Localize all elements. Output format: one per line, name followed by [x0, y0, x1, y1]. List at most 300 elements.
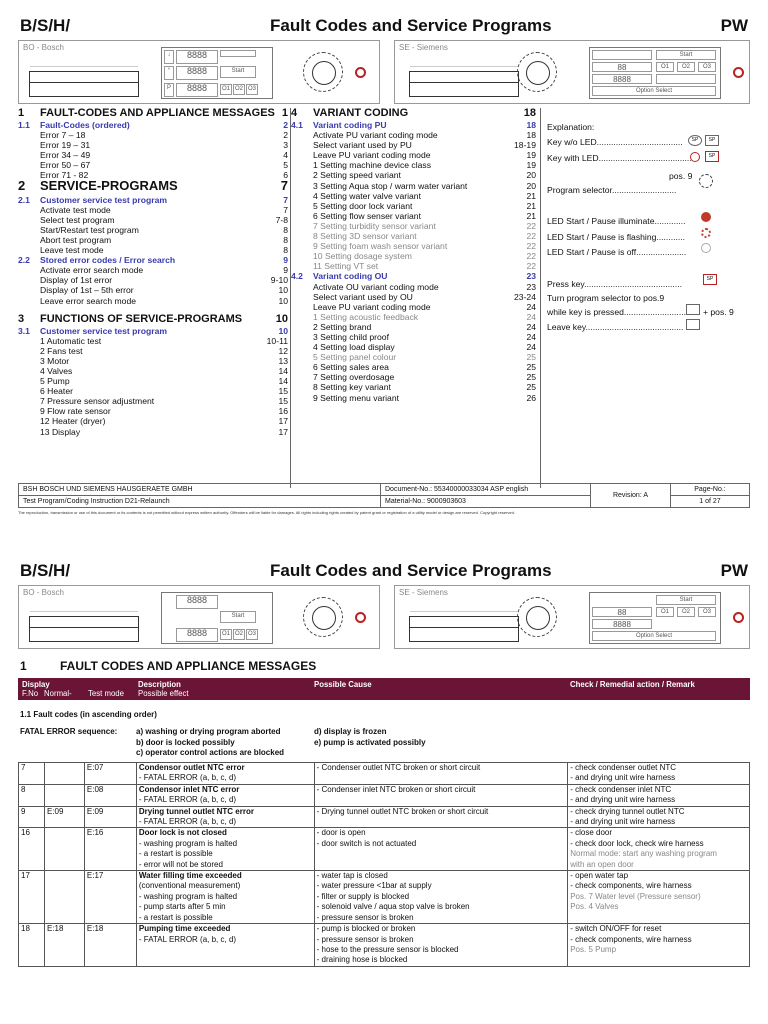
toc-page: 22	[526, 241, 536, 252]
toc-text: 6 Heater	[40, 386, 73, 397]
cell-check	[568, 763, 750, 785]
brand-label: B/S/H/	[20, 16, 71, 35]
toc-page: 6	[283, 170, 288, 181]
cause-line: - pressure sensor is broken	[316, 934, 414, 944]
toc-text: Display of 1st error	[40, 275, 113, 286]
toc-text: FAULT-CODES AND APPLIANCE MESSAGES	[40, 107, 275, 119]
toc-number: 2	[18, 177, 26, 193]
toc-text: 4 Setting load display	[313, 342, 395, 353]
cell-desc	[136, 784, 314, 806]
toc-entry	[18, 120, 290, 130]
bosch-panel-label: BO - Bosch	[23, 588, 64, 597]
toc-text: Display of 1st – 5th error	[40, 285, 134, 296]
fatal-c: c) operator control actions are blocked	[136, 748, 285, 757]
toc-page: 19	[526, 160, 536, 171]
toc-text: SERVICE-PROGRAMS	[40, 177, 178, 193]
desc-line: Condensor outlet NTC error	[138, 763, 245, 772]
table-header-bar	[18, 678, 750, 700]
toc-page: 21	[526, 210, 536, 221]
check-line: - check drying tunnel outlet NTC	[570, 806, 685, 816]
cell-test: E:18	[84, 924, 136, 967]
toc-text: 4 Valves	[40, 365, 73, 376]
siemens-panel	[394, 40, 750, 104]
toc-page: 9	[283, 255, 288, 266]
toc-entry	[18, 346, 290, 356]
toc-number: 4	[291, 107, 298, 119]
product-code: PW	[720, 561, 748, 580]
toc-page: 15	[278, 386, 288, 397]
toc-page: 9	[283, 265, 288, 276]
cell-cause	[314, 871, 568, 924]
toc-text: Fault-Codes (ordered)	[40, 120, 130, 130]
cell-check	[568, 784, 750, 806]
toc-entry	[291, 322, 538, 332]
table-row	[19, 784, 750, 806]
toc-page: 7	[283, 204, 288, 215]
toc-page: 13	[278, 355, 288, 366]
toc-page: 22	[526, 231, 536, 242]
cause-line: - solenoid valve / aqua stop valve is broken	[316, 902, 470, 912]
toc-text: 9 Setting menu variant	[313, 392, 399, 403]
bosch-display-drawing: 8888 Start 8888 O1 O2 O3	[161, 592, 273, 644]
toc-page: 21	[526, 190, 536, 201]
toc-number: 3	[18, 312, 25, 325]
toc-page: 25	[526, 352, 536, 363]
toc-text: Leave PU variant coding mode	[313, 301, 431, 312]
toc-entry	[291, 150, 538, 160]
cell-cause	[314, 828, 568, 871]
cell-fno: 16	[19, 828, 45, 871]
header-effect: Possible effect	[138, 689, 189, 698]
header-fno: F.No	[22, 689, 39, 698]
header-test-mode: Test mode	[88, 689, 124, 698]
cell-fno: 18	[19, 924, 45, 967]
toc-page: 18	[526, 130, 536, 141]
toc-text: 9 Setting foam wash sensor variant	[313, 241, 448, 252]
toc-entry	[18, 108, 290, 120]
cell-cause	[314, 763, 568, 785]
toc-entry	[291, 342, 538, 352]
cell-test: E:07	[84, 763, 136, 785]
cell-test: E:17	[84, 871, 136, 924]
toc-text: 7 Setting overdosage	[313, 372, 395, 383]
toc-entry	[18, 386, 290, 396]
toc-page: 9-10	[270, 275, 288, 286]
toc-entry	[291, 211, 538, 221]
key-with-led-text: Key with LED.......................................	[547, 153, 692, 163]
toc-entry	[291, 191, 538, 201]
detergent-drawer-drawing	[409, 71, 519, 97]
pos9-text: pos. 9	[669, 171, 693, 181]
toc-entry	[18, 427, 290, 437]
check-line: - check condenser inlet NTC	[570, 784, 672, 794]
toc-page: 14	[278, 365, 288, 376]
toc-text: Variant coding OU	[313, 271, 388, 282]
table-row	[19, 806, 750, 828]
toc-page: 20	[526, 180, 536, 191]
cell-normal	[44, 784, 84, 806]
start-led-icon	[355, 612, 366, 623]
desc-line: Pumping time exceeded	[138, 924, 231, 934]
section-number: 1	[20, 659, 27, 673]
toc-entry	[291, 251, 538, 261]
toc-entry	[18, 275, 290, 285]
toc-text: Activate PU variant coding mode	[313, 130, 438, 141]
toc-page: 15	[278, 396, 288, 407]
toc-page: 4	[283, 150, 288, 161]
legal-notice: The reproduction, transmission or use of this document or its contents is not permitted without express written authority. Offenders will be liable for damages. All rights including rights created by patent grant or registration of a utility model or design are reserved. Copyright reserved.	[18, 510, 515, 515]
toc-text: 9 Flow rate sensor	[40, 406, 111, 417]
press-key-text: Press key.........................................	[547, 279, 682, 289]
cause-line: - Drying tunnel outlet NTC broken or short circuit	[316, 806, 489, 816]
toc-entry	[18, 215, 290, 225]
check-line: - and drying unit wire harness	[570, 817, 676, 827]
press-key-icon: SP	[703, 274, 717, 285]
desc-line: - a restart is possible	[138, 849, 213, 859]
desc-line: - error will not be stored	[138, 859, 223, 869]
product-code: PW	[720, 16, 748, 35]
toc-page: 24	[526, 342, 536, 353]
check-line: - check components, wire harness	[570, 881, 692, 891]
toc-text: 1 Setting acoustic feedback	[313, 311, 419, 322]
toc-entry	[291, 362, 538, 372]
toc-entry	[291, 120, 538, 130]
toc-text: Select test program	[40, 214, 115, 225]
toc-entry	[18, 326, 290, 336]
toc-page: 10	[275, 312, 288, 325]
cell-test: E:09	[84, 806, 136, 828]
cell-normal	[44, 828, 84, 871]
check-line: Normal mode: start any washing program	[570, 849, 717, 859]
cause-line: - water tap is closed	[316, 871, 388, 881]
toc-entry	[18, 205, 290, 215]
page-label: Page-No.:	[671, 484, 750, 496]
toc-text: Start/Restart test program	[40, 224, 139, 235]
cause-line: - door switch is not actuated	[316, 838, 417, 848]
toc-column-1	[18, 108, 290, 437]
desc-line: (conventional measurement)	[138, 881, 241, 891]
detergent-drawer-drawing	[29, 616, 139, 642]
company-name: BSH BOSCH UND SIEMENS HAUSGERAETE GMBH	[19, 484, 381, 496]
toc-entry	[18, 265, 290, 275]
cell-normal: E:18	[44, 924, 84, 967]
toc-entry	[18, 235, 290, 245]
toc-text: 5 Setting door lock variant	[313, 200, 413, 211]
toc-page: 14	[278, 376, 288, 387]
cell-cause	[314, 784, 568, 806]
toc-text: Select variant used by OU	[313, 291, 413, 302]
brand-label: B/S/H/	[20, 561, 71, 580]
key-icon: SP	[705, 135, 719, 146]
check-line: - and drying unit wire harness	[570, 773, 676, 783]
key-led-icon: SP	[705, 151, 719, 162]
toc-page: 5	[283, 160, 288, 171]
toc-number: 4.1	[291, 120, 303, 130]
check-line: - switch ON/OFF for reset	[570, 924, 662, 934]
toc-text: Error 7 – 18	[40, 130, 86, 141]
toc-text: Activate OU variant coding mode	[313, 281, 439, 292]
key-led-icon	[690, 152, 700, 162]
toc-page: 20	[526, 170, 536, 181]
cell-cause	[314, 924, 568, 967]
toc-number: 4.2	[291, 271, 303, 282]
desc-line: - pump starts after 5 min	[138, 902, 226, 912]
toc-number: 2.1	[18, 194, 30, 205]
document-page-2	[18, 555, 750, 1015]
toc-page: 8	[283, 224, 288, 235]
cell-desc	[136, 806, 314, 828]
start-led-icon	[733, 612, 744, 623]
cause-line: - pump is blocked or broken	[316, 924, 416, 934]
toc-page: 2	[283, 120, 288, 130]
cell-normal	[44, 763, 84, 785]
toc-entry	[18, 416, 290, 426]
toc-entry	[18, 336, 290, 346]
toc-entry	[291, 231, 538, 241]
bosch-panel	[18, 40, 380, 104]
toc-number: 3.1	[18, 325, 30, 336]
cell-normal: E:09	[44, 806, 84, 828]
toc-entry	[291, 181, 538, 191]
toc-page: 25	[526, 372, 536, 383]
toc-entry	[18, 296, 290, 306]
fatal-label: FATAL ERROR sequence:	[20, 727, 118, 736]
toc-page: 22	[526, 251, 536, 262]
toc-text: FUNCTIONS OF SERVICE-PROGRAMS	[40, 312, 243, 325]
control-panel-illustrations	[18, 40, 750, 106]
toc-text: 5 Setting panel colour	[313, 352, 397, 363]
document-page-1	[18, 10, 750, 522]
selector-icon	[699, 174, 713, 188]
led-off-text: LED Start / Pause is off.....................	[547, 247, 687, 257]
cell-fno: 8	[19, 784, 45, 806]
fault-code-table	[18, 762, 750, 967]
header-display: Display	[22, 680, 50, 689]
desc-line: - washing program is halted	[138, 891, 238, 901]
toc-text: Abort test program	[40, 234, 112, 245]
toc-entry	[291, 261, 538, 271]
fatal-d: d) display is frozen	[314, 727, 387, 736]
cell-fno: 17	[19, 871, 45, 924]
toc-entry	[18, 140, 290, 150]
cause-line: - draining hose is blocked	[316, 955, 408, 965]
toc-text: 12 Heater (dryer)	[40, 416, 106, 427]
toc-entry	[18, 195, 290, 205]
siemens-display-drawing: Start 88 O1 O2 O3 8888 Option Select	[589, 47, 721, 99]
toc-entry	[18, 366, 290, 376]
cell-normal	[44, 871, 84, 924]
siemens-display-drawing: Start 88 O1 O2 O3 8888 Option Select	[589, 592, 721, 644]
table-row	[19, 828, 750, 871]
cause-line: - Condenser inlet NTC broken or short circuit	[316, 784, 476, 794]
toc-text: 13 Display	[40, 426, 81, 437]
siemens-panel-label: SE - Siemens	[399, 43, 448, 52]
toc-entry	[291, 282, 538, 292]
toc-text: Error 19 – 31	[40, 140, 91, 151]
cause-line: - Condenser outlet NTC broken or short circuit	[316, 763, 481, 772]
toc-entry	[18, 225, 290, 235]
toc-page: 25	[526, 362, 536, 373]
toc-page: 24	[526, 321, 536, 332]
table-row	[19, 924, 750, 967]
desc-line: Drying tunnel outlet NTC error	[138, 806, 254, 816]
toc-page: 7	[280, 177, 288, 193]
turn-selector-text: Turn program selector to pos.9	[547, 293, 665, 303]
toc-text: 3 Setting child proof	[313, 331, 389, 342]
toc-page: 26	[526, 392, 536, 403]
toc-text: 2 Setting brand	[313, 321, 372, 332]
cell-desc	[136, 871, 314, 924]
toc-page: 21	[526, 200, 536, 211]
led-flashing-icon	[701, 228, 711, 238]
start-led-icon	[355, 67, 366, 78]
fatal-b: b) door is locked possibly	[136, 737, 235, 747]
toc-text: 1 Automatic test	[40, 335, 102, 346]
toc-page: 24	[526, 301, 536, 312]
toc-entry	[18, 396, 290, 406]
toc-text: 1 Setting machine device class	[313, 160, 431, 171]
toc-entry	[291, 332, 538, 342]
toc-text: 8 Setting key variant	[313, 382, 391, 393]
page-header	[18, 10, 750, 40]
cell-desc	[136, 763, 314, 785]
check-line: - open water tap	[570, 871, 629, 881]
desc-line: Water filling time exceeded	[138, 871, 242, 881]
bosch-panel	[18, 585, 380, 649]
toc-page: 18	[526, 120, 536, 130]
toc-page: 3	[283, 140, 288, 151]
toc-text: 11 Setting VT set	[313, 261, 379, 272]
toc-entry	[291, 393, 538, 403]
toc-text: 8 Setting 3D sensor variant	[313, 231, 417, 242]
siemens-panel-label: SE - Siemens	[399, 588, 448, 597]
cell-check	[568, 806, 750, 828]
fatal-a: a) washing or drying program aborted	[136, 727, 281, 736]
toc-text: 2 Setting speed variant	[313, 170, 401, 181]
led-on-icon	[701, 212, 711, 222]
toc-page: 23-24	[514, 291, 536, 302]
cause-line: - water pressure <1bar at supply	[316, 881, 432, 891]
toc-entry	[18, 285, 290, 295]
instruction-title: Test Program/Coding Instruction D21-Relaunch	[19, 496, 381, 508]
desc-line: Door lock is not closed	[138, 828, 227, 838]
key-icon: SP	[688, 135, 702, 146]
program-selector-dial-icon	[517, 597, 557, 637]
desc-line: - FATAL ERROR (a, b, c, d)	[138, 934, 237, 944]
toc-page: 24	[526, 311, 536, 322]
toc-entry	[291, 108, 538, 120]
cell-check	[568, 828, 750, 871]
toc-entry	[291, 302, 538, 312]
toc-text: 3 Setting Aqua stop / warm water variant	[313, 180, 468, 191]
led-illuminated-text: LED Start / Pause illuminate.............	[547, 216, 686, 226]
cell-desc	[136, 924, 314, 967]
cell-fno: 7	[19, 763, 45, 785]
toc-page: 16	[278, 406, 288, 417]
toc-text: Error 50 – 67	[40, 160, 91, 171]
cell-fno: 9	[19, 806, 45, 828]
start-led-icon	[733, 67, 744, 78]
toc-entry	[18, 376, 290, 386]
key-icon	[686, 304, 700, 315]
toc-column-2	[290, 108, 538, 488]
program-selector-text: Program selector...........................	[547, 185, 677, 195]
revision: Revision: A	[591, 484, 671, 508]
toc-page: 12	[278, 345, 288, 356]
toc-entry	[291, 241, 538, 251]
toc-entry	[291, 160, 538, 170]
page-title: Fault Codes and Service Programs	[270, 561, 552, 580]
check-line: Pos. 7 Water level (Pressure sensor)	[570, 891, 701, 901]
fatal-error-sequence	[20, 727, 426, 759]
leave-key-text: Leave key.........................................	[547, 322, 684, 332]
toc-entry	[18, 150, 290, 160]
while-pressed-text: while key is pressed............................	[547, 307, 691, 317]
key-explanation	[540, 108, 750, 488]
toc-text: 2 Fans test	[40, 345, 83, 356]
toc-page: 19	[526, 150, 536, 161]
toc-entry	[291, 201, 538, 211]
check-line: - check condenser outlet NTC	[570, 763, 677, 772]
toc-entry	[291, 140, 538, 150]
document-number: Document-No.: 55340000033034 ASP english	[381, 484, 591, 496]
toc-entry	[18, 130, 290, 140]
toc-page: 10	[278, 295, 288, 306]
check-line: - check door lock, check wire harness	[570, 838, 704, 848]
siemens-panel	[394, 585, 750, 649]
cell-cause	[314, 806, 568, 828]
led-off-icon	[701, 243, 711, 253]
toc-page: 17	[278, 416, 288, 427]
toc-text: Select variant used by PU	[313, 140, 412, 151]
page-header	[18, 555, 750, 585]
toc-page: 22	[526, 261, 536, 272]
pos9-plus-text: + pos. 9	[703, 307, 734, 317]
toc-entry	[291, 271, 538, 281]
cell-test: E:16	[84, 828, 136, 871]
page-title: Fault Codes and Service Programs	[270, 16, 552, 35]
toc-page: 1	[281, 107, 288, 119]
toc-entry	[291, 170, 538, 180]
program-selector-dial-icon	[517, 52, 557, 92]
header-normal: Normal-	[44, 689, 72, 698]
toc-text: Activate test mode	[40, 204, 111, 215]
detergent-drawer-drawing	[29, 71, 139, 97]
toc-entry	[291, 372, 538, 382]
toc-page: 23	[526, 271, 536, 282]
toc-entry	[291, 130, 538, 140]
toc-entry	[18, 406, 290, 416]
toc-text: Customer service test program	[40, 194, 168, 205]
toc-page: 18	[523, 107, 536, 119]
toc-text: 10 Setting dosage system	[313, 251, 412, 262]
toc-entry	[18, 177, 290, 195]
toc-entry	[291, 382, 538, 392]
header-check: Check / Remedial action / Remark	[570, 680, 695, 689]
section-title: FAULT CODES AND APPLIANCE MESSAGES	[60, 659, 317, 673]
control-panel-illustrations	[18, 585, 750, 651]
toc-page: 8	[283, 234, 288, 245]
header-cause: Possible Cause	[314, 680, 372, 689]
check-line: Pos. 5 Pump	[570, 944, 617, 954]
bosch-panel-label: BO - Bosch	[23, 43, 64, 52]
toc-text: Error 34 – 49	[40, 150, 91, 161]
fatal-e: e) pump is activated possibly	[314, 737, 426, 747]
toc-entry	[291, 292, 538, 302]
cell-test: E:08	[84, 784, 136, 806]
cell-check	[568, 924, 750, 967]
toc-number: 1.1	[18, 120, 30, 130]
